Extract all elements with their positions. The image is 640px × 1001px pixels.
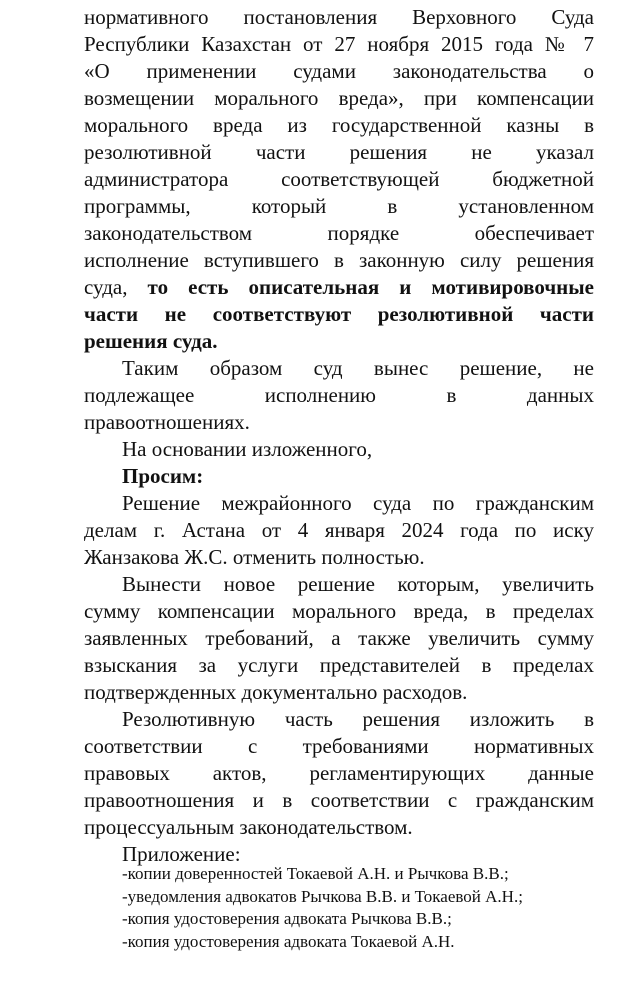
text-line: нормативного постановления Верховного Суда — [84, 5, 594, 29]
text-line: Таким образом суд вынес решение, не — [122, 356, 594, 380]
text-line: заявленных требований, а также увеличить сумму — [84, 626, 594, 650]
document-body — [84, 4, 594, 868]
paragraph-conclusion — [84, 355, 594, 436]
text-normal: суда, — [84, 275, 128, 299]
text-line-bold: части не соответствуют резолютивной части — [84, 302, 594, 326]
attachment-item: -копия удостоверения адвоката Рычкова В.В.; — [122, 909, 452, 928]
attachments-heading: Приложение: — [122, 842, 241, 866]
text-line-bold: решения суда. — [84, 329, 218, 353]
attachment-item: -копия удостоверения адвоката Токаевой А.Н. — [122, 931, 455, 951]
text-line: делам г. Астана от 4 января 2024 года по иску — [84, 518, 594, 542]
text-line: исполнение вступившего в законную силу решения — [84, 248, 594, 272]
text-line: резолютивной части решения не указал — [84, 140, 594, 164]
attachment-item: -копии доверенностей Токаевой А.Н. и Рычкова В.В.; — [122, 864, 509, 883]
text-line: администратора соответствующей бюджетной — [84, 167, 594, 191]
attachment-item: -уведомления адвокатов Рычкова В.В. и Токаевой А.Н.; — [122, 886, 523, 906]
attachments-list — [122, 863, 523, 953]
text-line: Резолютивную часть решения изложить в — [122, 707, 594, 731]
text-bold: то есть описательная и мотивировочные — [127, 275, 594, 299]
text-line: Решение межрайонного суда по гражданским — [122, 491, 594, 515]
text-line: подлежащее исполнению в данных — [84, 383, 594, 407]
text-line: Жанзакова Ж.С. отменить полностью. — [84, 545, 425, 569]
text-line: программы, который в установленном — [84, 194, 594, 218]
text-line: «О применении судами законодательства о — [84, 59, 594, 83]
request-heading: Просим: — [122, 464, 204, 488]
text-line: морального вреда из государственной казны в — [84, 113, 594, 137]
paragraph-request-cancel — [84, 490, 594, 571]
paragraph-request-new-decision — [84, 571, 594, 706]
text-line: взыскания за услуги представителей в пределах — [84, 653, 594, 677]
text-line: правоотношения и в соответствии с гражданским — [84, 788, 594, 812]
text-line: процессуальным законодательством. — [84, 815, 413, 839]
text-line: возмещении морального вреда», при компенсации — [84, 86, 594, 110]
paragraph-court-ruling — [84, 4, 594, 355]
text-line: Республики Казахстан от 27 ноября 2015 года № 7 — [84, 32, 594, 56]
text-line: Вынести новое решение которым, увеличить — [122, 572, 594, 596]
paragraph-request-resolution — [84, 706, 594, 841]
basis-line: На основании изложенного, — [122, 437, 373, 461]
text-line: правоотношениях. — [84, 410, 250, 434]
text-line: сумму компенсации морального вреда, в пределах — [84, 599, 594, 623]
text-line: законодательством порядке обеспечивает — [84, 221, 594, 245]
text-line-mixed — [84, 274, 594, 301]
text-line: соответствии с требованиями нормативных — [84, 734, 594, 758]
text-line: подтвержденных документально расходов. — [84, 680, 468, 704]
text-line: правовых актов, регламентирующих данные — [84, 761, 594, 785]
